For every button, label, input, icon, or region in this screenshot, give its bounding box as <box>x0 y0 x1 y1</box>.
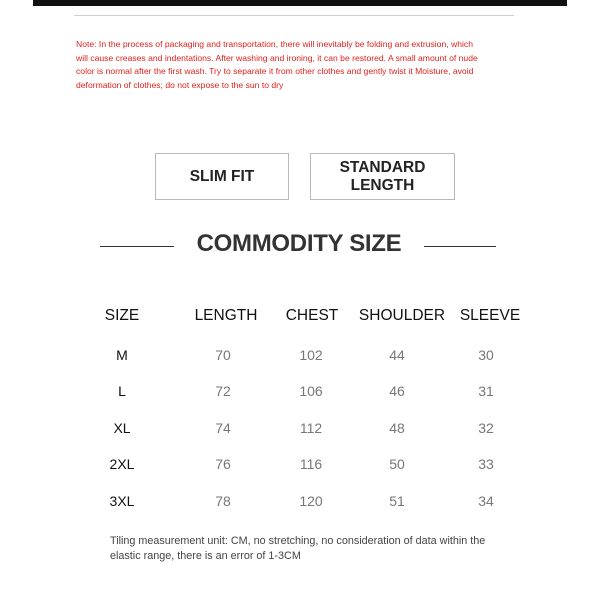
cell-size: 2XL <box>109 456 135 472</box>
title-divider-left <box>100 246 174 247</box>
cell-sleeve: 34 <box>478 492 494 509</box>
cell-size: L <box>118 383 126 399</box>
top-bar <box>33 0 567 6</box>
table-row <box>0 340 600 377</box>
table-row <box>0 449 600 486</box>
top-divider <box>74 15 514 16</box>
header-chest: CHEST <box>285 307 339 324</box>
cell-length: 76 <box>215 456 231 472</box>
cell-length: 74 <box>215 419 231 436</box>
header-size: SIZE <box>104 307 140 324</box>
cell-chest: 120 <box>299 492 323 509</box>
measurement-footnote: Tiling measurement unit: CM, no stretching, no consideration of data within the elastic range, there is an error of 1-3CM <box>110 535 486 562</box>
cell-chest: 106 <box>299 383 323 399</box>
title-divider-right <box>424 246 496 247</box>
table-header-row <box>0 303 600 340</box>
header-length: LENGTH <box>194 307 258 324</box>
table-row <box>0 376 600 413</box>
cell-sleeve: 32 <box>478 419 494 436</box>
cell-shoulder: 48 <box>389 419 405 436</box>
cell-length: 72 <box>215 383 231 399</box>
cell-length: 70 <box>215 346 231 363</box>
care-note: Note: In the process of packaging and transportation, there will inevitably be folding and extrusion, which will cause creases and indentations. After washing and ironing, it can be restored. A small amount of nude color is normal after the first wash. Try to separate it from other clothes and gently twist it Moisture, avoid deformation of clothes; do not expose to the sun to dry <box>76 39 478 90</box>
cell-shoulder: 44 <box>389 346 405 363</box>
cell-shoulder: 50 <box>389 456 405 472</box>
length-badge: STANDARD LENGTH <box>310 153 455 200</box>
header-shoulder: SHOULDER <box>358 307 446 324</box>
cell-sleeve: 31 <box>478 383 494 399</box>
cell-sleeve: 30 <box>478 346 494 363</box>
table-row <box>0 413 600 450</box>
cell-chest: 112 <box>299 419 323 436</box>
cell-size: XL <box>113 419 131 436</box>
cell-size: 3XL <box>109 492 135 509</box>
cell-chest: 116 <box>299 456 323 472</box>
table-row <box>0 486 600 523</box>
cell-length: 78 <box>215 492 231 509</box>
fit-badge: SLIM FIT <box>155 153 289 200</box>
cell-chest: 102 <box>299 346 323 363</box>
section-title: COMMODITY SIZE <box>196 230 402 257</box>
cell-shoulder: 46 <box>389 383 405 399</box>
size-table <box>0 303 600 522</box>
cell-sleeve: 33 <box>478 456 494 472</box>
header-sleeve: SLEEVE <box>459 307 521 324</box>
cell-shoulder: 51 <box>389 492 405 509</box>
cell-size: M <box>116 346 128 363</box>
